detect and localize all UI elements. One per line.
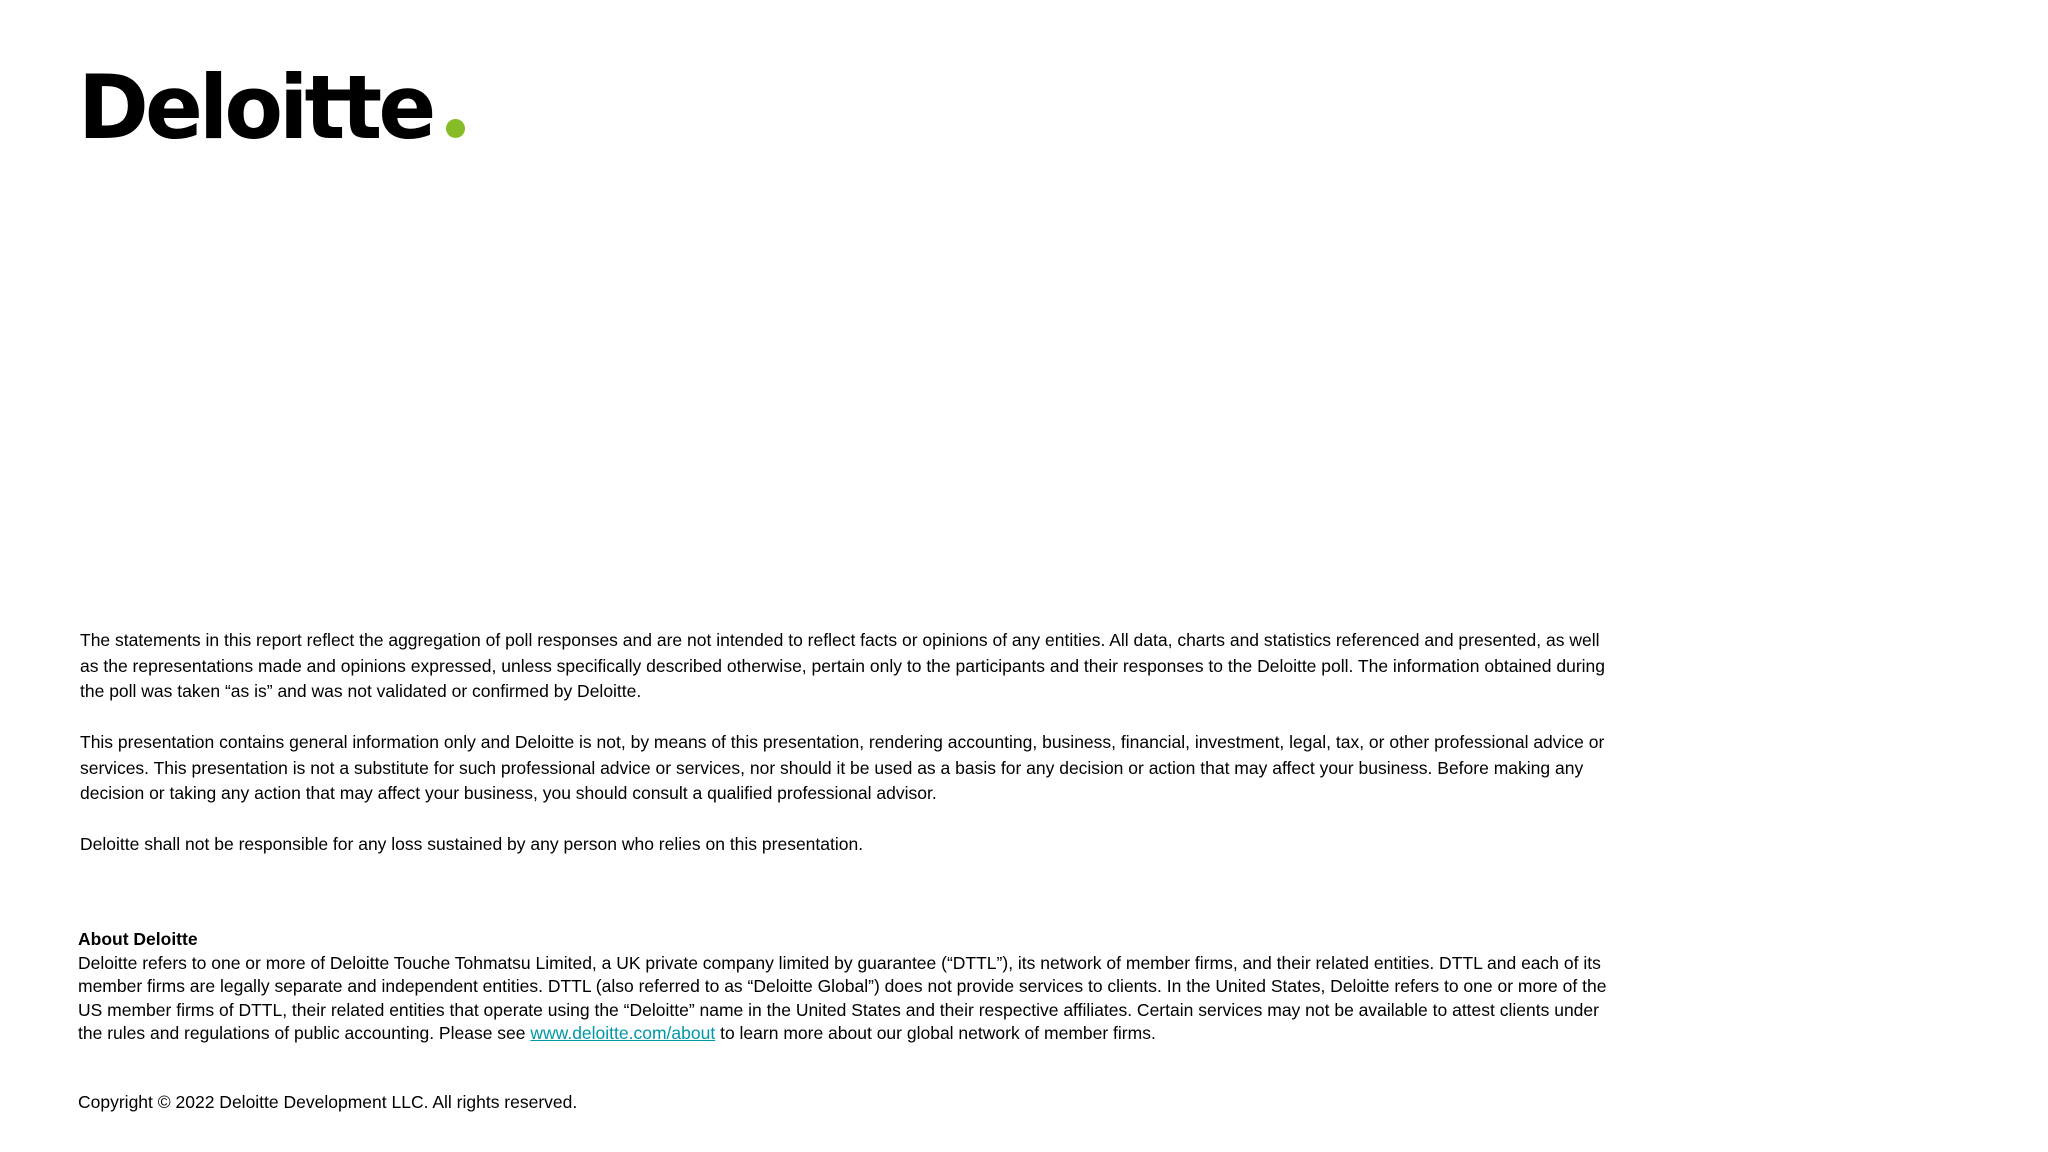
logo-green-dot — [446, 119, 465, 138]
about-deloitte-section — [78, 928, 1618, 1046]
copyright-notice: Copyright © 2022 Deloitte Development LLC. All rights reserved. — [78, 1092, 578, 1112]
deloitte-logo — [78, 56, 465, 159]
about-text-before-link: Deloitte refers to one or more of Deloitte Touche Tohmatsu Limited, a UK private company limited by guarantee (“DTTL”), its network of member firms, and their related entities. DTTL and each of its member firms are legally separate and independent entities. DTTL (also referred to as “Deloitte Global”) does not provide services to clients. In the United States, Deloitte refers to one or more of the US member firms of DTTL, their related entities that operate using the “Deloitte” name in the United States and their respective affiliates. Certain services may not be available to attest clients under the rules and regulations of public accounting. Please see — [78, 952, 1607, 1043]
about-body — [78, 952, 1618, 1046]
about-text-after-link: to learn more about our global network of member firms. — [715, 1023, 1156, 1043]
disclaimer-section — [80, 628, 1620, 883]
disclaimer-paragraph-general-info: This presentation contains general information only and Deloitte is not, by means of this presentation, rendering accounting, business, financial, investment, legal, tax, or other professional advice or services. This presentation is not a substitute for such professional advice or services, nor should it be used as a basis for any decision or action that may affect your business. Before making any decision or taking any action that may affect your business, you should consult a qualified professional advisor. — [80, 732, 1605, 803]
logo-wordmark: Deloitte — [78, 56, 433, 159]
disclaimer-paragraph-liability: Deloitte shall not be responsible for any loss sustained by any person who relies on this presentation. — [80, 834, 864, 854]
deloitte-about-link[interactable]: www.deloitte.com/about — [530, 1023, 716, 1043]
disclaimer-paragraph-poll: The statements in this report reflect the aggregation of poll responses and are not intended to reflect facts or opinions of any entities. All data, charts and statistics referenced and presented, as well as the representations made and opinions expressed, unless specifically described otherwise, pertain only to the participants and their responses to the Deloitte poll. The information obtained during the poll was taken “as is” and was not validated or confirmed by Deloitte. — [80, 630, 1606, 701]
about-title: About Deloitte — [78, 929, 198, 949]
